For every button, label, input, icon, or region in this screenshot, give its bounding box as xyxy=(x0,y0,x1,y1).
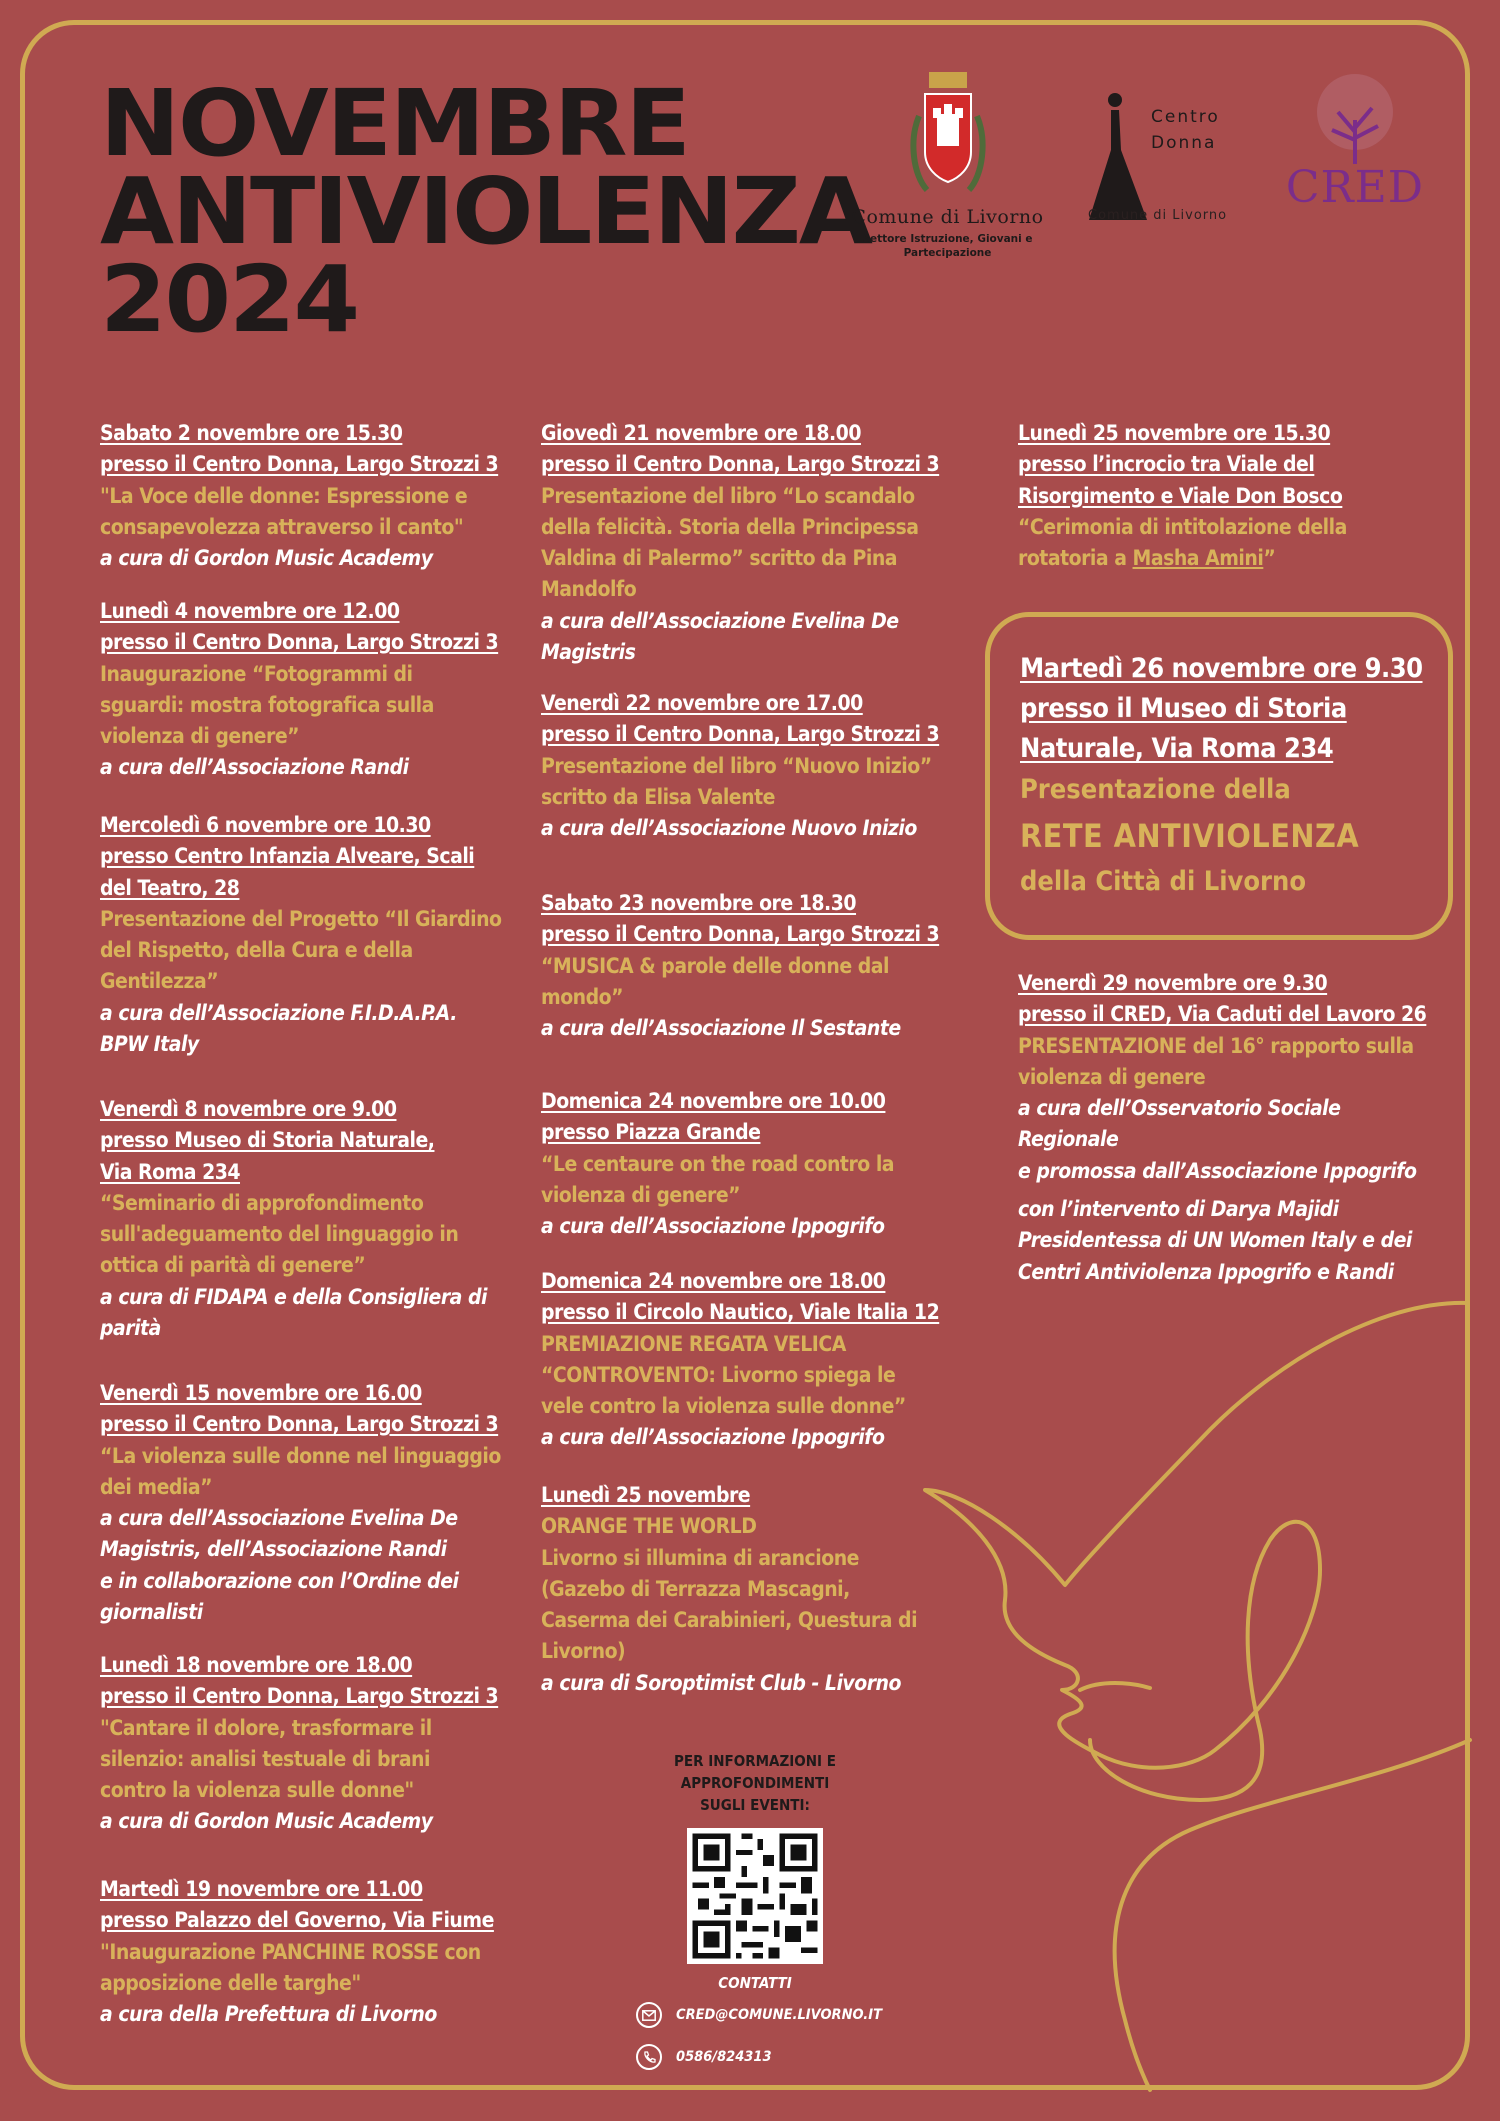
event-entry xyxy=(1018,418,1458,574)
event-title: ottica di parità di genere” xyxy=(100,1253,366,1278)
event-organizer: a cura dell’Associazione Ippogrifo xyxy=(541,1214,885,1239)
event-organizer: Magistris xyxy=(541,640,636,665)
highlight-header: Naturale, Via Roma 234 xyxy=(1020,733,1334,764)
event-header: Mercoledì 6 novembre ore 10.30 xyxy=(100,813,431,837)
coat-of-arms-icon xyxy=(905,70,991,200)
event-header: Sabato 23 novembre ore 18.30 xyxy=(541,891,857,915)
note-line: con l’intervento di Darya Majidi xyxy=(1018,1197,1339,1221)
event-header: presso Palazzo del Governo, Via Fiume xyxy=(100,1908,494,1933)
event-title: “La violenza sulle donne nel linguaggio xyxy=(100,1443,501,1468)
event-title: vele contro la violenza sulle donne” xyxy=(541,1394,906,1419)
event-header: Via Roma 234 xyxy=(100,1159,241,1184)
event-entry xyxy=(100,418,520,574)
event-title: “Le centaure on the road contro la xyxy=(541,1151,895,1176)
event-header: Lunedì 18 novembre ore 18.00 xyxy=(100,1653,413,1677)
email-contact[interactable] xyxy=(636,2002,882,2028)
event-header: Giovedì 21 novembre ore 18.00 xyxy=(541,421,861,445)
event-title: PRESENTAZIONE del 16° rapporto sulla xyxy=(1018,1033,1414,1058)
event-title: ORANGE THE WORLD xyxy=(541,1514,757,1539)
centro-line: Donna xyxy=(1151,133,1217,153)
event-entry xyxy=(541,888,971,1044)
event-title: "Inaugurazione PANCHINE ROSSE con xyxy=(100,1939,481,1964)
event-title: rotatoria a Masha Amini” xyxy=(1018,546,1276,571)
note-line: Presidentessa di UN Women Italy e dei xyxy=(1018,1228,1412,1253)
event-entry xyxy=(100,596,520,784)
event-title: apposizione delle targhe" xyxy=(100,1970,361,1995)
event-title: Inaugurazione “Fotogrammi di xyxy=(100,661,413,686)
event-entry xyxy=(541,1480,971,1699)
highlight-event-box xyxy=(985,612,1453,940)
info-title-line: APPROFONDIMENTI xyxy=(680,1774,830,1792)
event-organizer: a cura di FIDAPA e della Consigliera di xyxy=(100,1284,487,1309)
event-title: (Gazebo di Terrazza Mascagni, xyxy=(541,1576,850,1601)
event-entry xyxy=(541,1266,971,1454)
event-title: mondo” xyxy=(541,984,624,1009)
event-organizer: Regionale xyxy=(1018,1127,1119,1152)
email-icon xyxy=(636,2002,662,2028)
event-header: Venerdì 29 novembre ore 9.30 xyxy=(1018,971,1328,995)
event-header: presso il Circolo Nautico, Viale Italia 12 xyxy=(541,1300,940,1325)
event-title: violenza di genere” xyxy=(541,1182,741,1207)
event-entry xyxy=(100,1378,520,1628)
event-header: Venerdì 15 novembre ore 16.00 xyxy=(100,1381,422,1405)
highlight-header: Martedì 26 novembre ore 9.30 xyxy=(1020,653,1423,684)
event-title: sguardi: mostra fotografica sulla xyxy=(100,692,434,717)
event-header: Lunedì 4 novembre ore 12.00 xyxy=(100,599,400,623)
highlight-emphasis: RETE ANTIVIOLENZA xyxy=(1020,817,1360,855)
event-header: Lunedì 25 novembre xyxy=(541,1483,751,1507)
event-entry xyxy=(541,418,971,668)
event-header: presso il Centro Donna, Largo Strozzi 3 xyxy=(100,1684,499,1709)
event-header: Risorgimento e Viale Don Bosco xyxy=(1018,483,1343,508)
logo-centro-donna xyxy=(1085,70,1255,240)
event-entry xyxy=(100,810,520,1060)
event-title: violenza di genere xyxy=(1018,1064,1206,1089)
title-line: ANTIVIOLENZA xyxy=(100,158,871,265)
event-title: “Seminario di approfondimento xyxy=(100,1190,424,1215)
event-organizer: giornalisti xyxy=(100,1600,203,1625)
event-organizer: a cura di Soroptimist Club - Livorno xyxy=(541,1670,901,1695)
event-organizer: a cura dell’Osservatorio Sociale xyxy=(1018,1096,1341,1121)
centro-subtitle: Comune di Livorno xyxy=(1088,208,1228,223)
phone-contact[interactable] xyxy=(636,2044,772,2070)
event-header: Venerdì 22 novembre ore 17.00 xyxy=(541,691,863,715)
event-organizer: a cura dell’Associazione Evelina De xyxy=(541,608,899,633)
event-entry xyxy=(100,1094,520,1344)
title-line: 2024 xyxy=(100,246,358,353)
event-organizer: BPW Italy xyxy=(100,1032,199,1057)
logo-cred xyxy=(1280,70,1430,213)
event-title: scritto da Elisa Valente xyxy=(541,784,775,809)
event-title: Livorno) xyxy=(541,1639,626,1664)
event-title: Caserma dei Carabinieri, Questura di xyxy=(541,1608,918,1633)
event-title: "La Voce delle donne: Espressione e xyxy=(100,483,468,508)
event-title: Presentazione del libro “Nuovo Inizio” xyxy=(541,753,932,778)
event-organizer: e in collaborazione con l’Ordine dei xyxy=(100,1568,459,1593)
event-organizer: a cura dell’Associazione Randi xyxy=(100,755,409,780)
event-title: Presentazione del Progetto “Il Giardino xyxy=(100,906,502,931)
event-title: del Rispetto, della Cura e della xyxy=(100,938,413,963)
event-title: dei media” xyxy=(100,1474,213,1499)
event-organizer: a cura dell’Associazione Evelina De xyxy=(100,1506,458,1531)
contatti-label: CONTATTI xyxy=(718,1974,792,1992)
event-header: presso il Centro Donna, Largo Strozzi 3 xyxy=(541,722,940,747)
event-header: presso il Centro Donna, Largo Strozzi 3 xyxy=(541,922,940,947)
event-title: Valdina di Palermo” scritto da Pina xyxy=(541,546,898,571)
event-title: Mandolfo xyxy=(541,577,637,602)
event-header: presso il Centro Donna, Largo Strozzi 3 xyxy=(100,630,499,655)
event-title: della felicità. Storia della Principessa xyxy=(541,514,919,539)
guest-note xyxy=(1018,1194,1458,1288)
event-title: Gentilezza” xyxy=(100,969,219,994)
event-header: presso il Centro Donna, Largo Strozzi 3 xyxy=(541,452,940,477)
event-organizer: a cura di Gordon Music Academy xyxy=(100,1809,433,1834)
logo-comune-livorno xyxy=(840,70,1055,260)
livorno-subtitle: Settore Istruzione, Giovani e Partecipazione xyxy=(862,233,1033,259)
event-header: Domenica 24 novembre ore 18.00 xyxy=(541,1269,886,1293)
event-title: “CONTROVENTO: Livorno spiega le xyxy=(541,1362,896,1387)
tree-icon xyxy=(1310,70,1400,166)
phone-number[interactable]: 0586/824313 xyxy=(676,2049,772,2065)
event-title: consapevolezza attraverso il canto" xyxy=(100,514,464,539)
event-header: presso Museo di Storia Naturale, xyxy=(100,1128,435,1153)
event-entry xyxy=(541,688,971,844)
highlight-text: della Città di Livorno xyxy=(1020,866,1307,897)
event-title: violenza di genere” xyxy=(100,724,300,749)
event-title: Presentazione del libro “Lo scandalo xyxy=(541,483,915,508)
event-organizer: a cura dell’Associazione F.I.D.A.P.A. xyxy=(100,1000,457,1025)
poster-title xyxy=(100,70,871,353)
event-organizer: a cura dell’Associazione Nuovo Inizio xyxy=(541,816,917,841)
livorno-name: Comune di Livorno xyxy=(851,206,1044,228)
centro-line: Centro xyxy=(1151,107,1220,127)
event-header: Venerdì 8 novembre ore 9.00 xyxy=(100,1097,397,1121)
info-title-line: SUGLI EVENTI: xyxy=(700,1796,810,1814)
event-entry xyxy=(100,1874,520,2030)
event-header: presso Piazza Grande xyxy=(541,1120,761,1145)
event-header: Martedì 19 novembre ore 11.00 xyxy=(100,1877,423,1901)
note-line: Centri Antiviolenza Ippogrifo e Randi xyxy=(1018,1259,1394,1284)
event-entry xyxy=(541,1086,971,1242)
event-header: presso Centro Infanzia Alveare, Scali xyxy=(100,844,475,869)
event-title: sull'adeguamento del linguaggio in xyxy=(100,1222,459,1247)
email-address[interactable]: CRED@COMUNE.LIVORNO.IT xyxy=(676,2007,882,2023)
event-header: presso il CRED, Via Caduti del Lavoro 26 xyxy=(1018,1002,1427,1027)
event-header: presso il Centro Donna, Largo Strozzi 3 xyxy=(100,452,499,477)
event-title: contro la violenza sulle donne" xyxy=(100,1778,414,1803)
event-header: presso l’incrocio tra Viale del xyxy=(1018,452,1315,477)
event-title: “MUSICA & parole delle donne dal xyxy=(541,953,889,978)
event-title: silenzio: analisi testuale di brani xyxy=(100,1746,430,1771)
event-header: presso il Centro Donna, Largo Strozzi 3 xyxy=(100,1412,499,1437)
info-title-line: PER INFORMAZIONI E xyxy=(674,1752,836,1770)
event-organizer: Magistris, dell’Associazione Randi xyxy=(100,1537,447,1562)
event-header: Lunedì 25 novembre ore 15.30 xyxy=(1018,421,1331,445)
phone-icon xyxy=(636,2044,662,2070)
event-header: Sabato 2 novembre ore 15.30 xyxy=(100,421,403,445)
event-header: del Teatro, 28 xyxy=(100,875,240,900)
event-entry xyxy=(100,1650,520,1838)
info-block xyxy=(660,1750,850,1992)
event-entry xyxy=(1018,968,1458,1187)
event-title: "Cantare il dolore, trasformare il xyxy=(100,1715,432,1740)
event-title: Livorno si illumina di arancione xyxy=(541,1545,859,1570)
event-title: “Cerimonia di intitolazione della xyxy=(1018,514,1347,539)
title-line: NOVEMBRE xyxy=(100,70,689,177)
event-organizer: a cura dell’Associazione Ippogrifo xyxy=(541,1425,885,1450)
highlight-text: Presentazione della xyxy=(1020,774,1291,805)
event-title: PREMIAZIONE REGATA VELICA xyxy=(541,1331,846,1356)
event-organizer: a cura della Prefettura di Livorno xyxy=(100,2002,437,2027)
qr-code[interactable] xyxy=(687,1828,823,1964)
cred-wordmark: CRED xyxy=(1285,162,1425,213)
highlight-header: presso il Museo di Storia xyxy=(1020,693,1347,724)
event-organizer: a cura dell’Associazione Il Sestante xyxy=(541,1016,901,1041)
event-header: Domenica 24 novembre ore 10.00 xyxy=(541,1089,886,1113)
event-organizer: a cura di Gordon Music Academy xyxy=(100,546,433,571)
event-organizer: e promossa dall’Associazione Ippogrifo xyxy=(1018,1158,1417,1183)
event-organizer: parità xyxy=(100,1316,161,1341)
